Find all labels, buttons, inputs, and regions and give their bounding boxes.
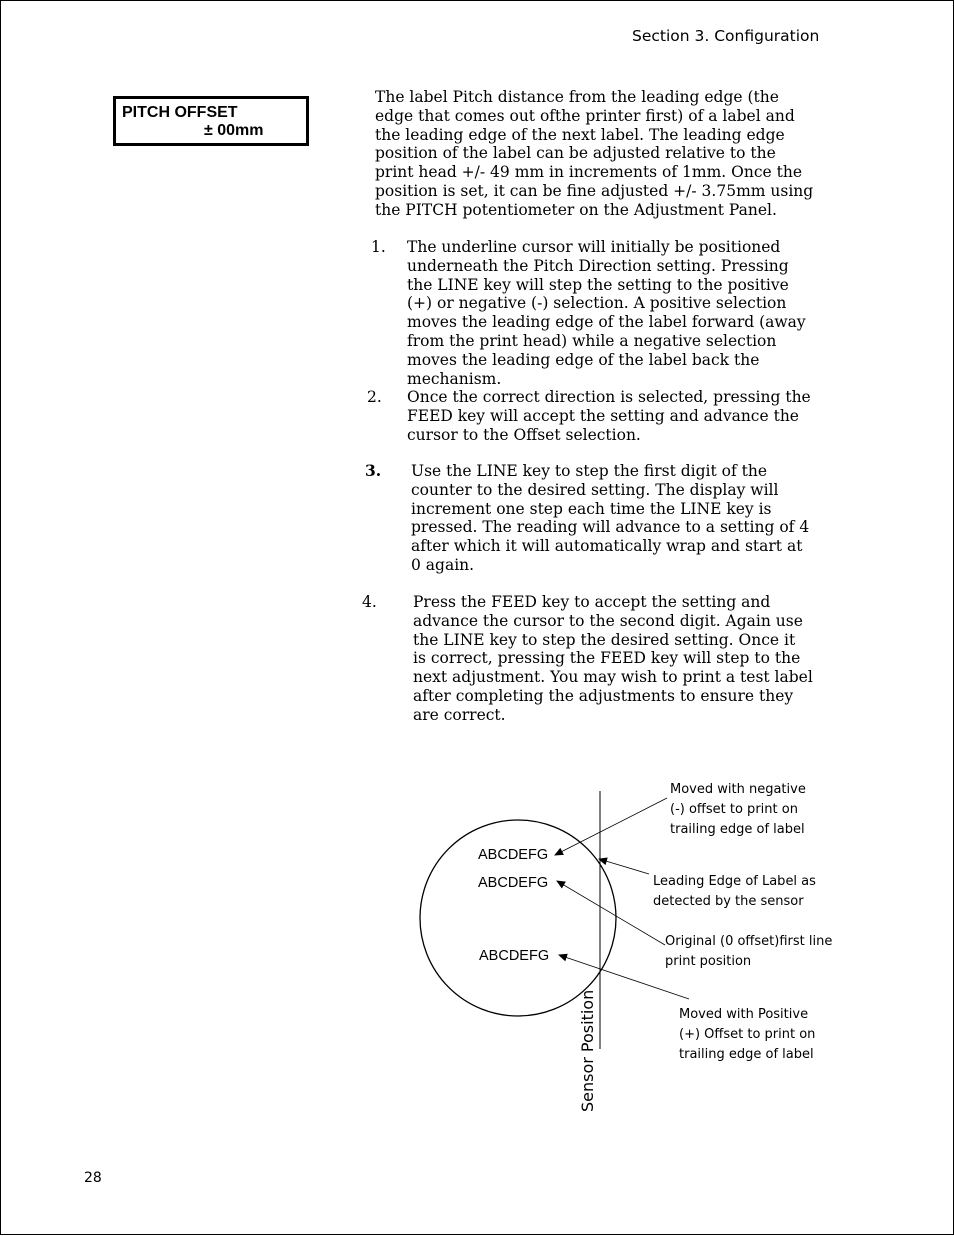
- sample-text-negative: ABCDEFG: [478, 847, 549, 863]
- callout-line: (+) Offset to print on: [679, 1027, 816, 1042]
- step-text: The underline cursor will initially be positioned underneath the Pitch Direction setting. Pressing the LINE key will step the setting to the positive (+) or negative (-) selection. A positive selection moves the leading edge of the label forward (away from the print head) while a negative selection moves the leading edge of the label back the mechanism.: [407, 238, 806, 388]
- callout-line: trailing edge of label: [679, 1047, 814, 1062]
- arrow-leading-edge: [599, 859, 649, 874]
- callout-line: trailing edge of label: [670, 822, 805, 837]
- callout-line: Leading Edge of Label as: [653, 874, 816, 889]
- sample-text-positive: ABCDEFG: [479, 948, 550, 964]
- callout-line: Moved with negative: [670, 782, 806, 797]
- step-number: 3.: [365, 461, 382, 480]
- callout-positive: [679, 1007, 815, 1062]
- sample-text-original: ABCDEFG: [478, 875, 549, 891]
- callout-original: [665, 934, 832, 969]
- callout-line: (-) offset to print on: [670, 802, 798, 817]
- step-text: Once the correct direction is selected, pressing the FEED key will accept the setting and advance the cursor to the Offset selection.: [407, 388, 811, 444]
- step-text: Use the LINE key to step the first digit of the counter to the desired setting. The display will increment one step each time the LINE key is pressed. The reading will advance to a setting of 4 after which it will automatically wrap and start at 0 again.: [411, 462, 810, 574]
- intro-paragraph: The label Pitch distance from the leading edge (the edge that comes out ofthe printer first) of a label and the leading edge of the next label. The leading edge position of the label can be adjusted relative to the print head +/- 49 mm in increments of 1mm. Once the position is set, it can be fine adjusted +/- 3.75mm using the PITCH potentiometer on the Adjustment Panel.: [375, 88, 814, 219]
- lcd-line-1: PITCH OFFSET: [122, 104, 238, 121]
- step-number: 1.: [371, 238, 386, 256]
- callout-line: Original (0 offset)first line: [665, 934, 833, 949]
- callout-line: Moved with Positive: [679, 1007, 809, 1022]
- arrow-negative: [555, 798, 667, 855]
- arrow-original: [557, 881, 665, 945]
- callout-line: detected by the sensor: [653, 894, 804, 909]
- lcd-line-2: ± 00mm: [204, 122, 264, 139]
- sensor-position-label: Sensor Position: [578, 989, 597, 1112]
- pitch-offset-diagram: [1, 1, 954, 1236]
- callout-negative: [670, 782, 806, 837]
- step-text: Press the FEED key to accept the setting and advance the cursor to the second digit. Again use the LINE key to step the desired setting. Once it is correct, pressing the FEED key will step to the next adjustment. You may wish to print a test label after completing the adjustments to ensure they are correct.: [413, 593, 813, 724]
- page-number: 28: [84, 1170, 102, 1186]
- step-number: 2.: [367, 388, 382, 406]
- callout-leading-edge: [653, 874, 816, 909]
- section-header: Section 3. Configuration: [632, 27, 820, 45]
- callout-line: print position: [665, 954, 752, 969]
- step-number: 4.: [362, 593, 377, 611]
